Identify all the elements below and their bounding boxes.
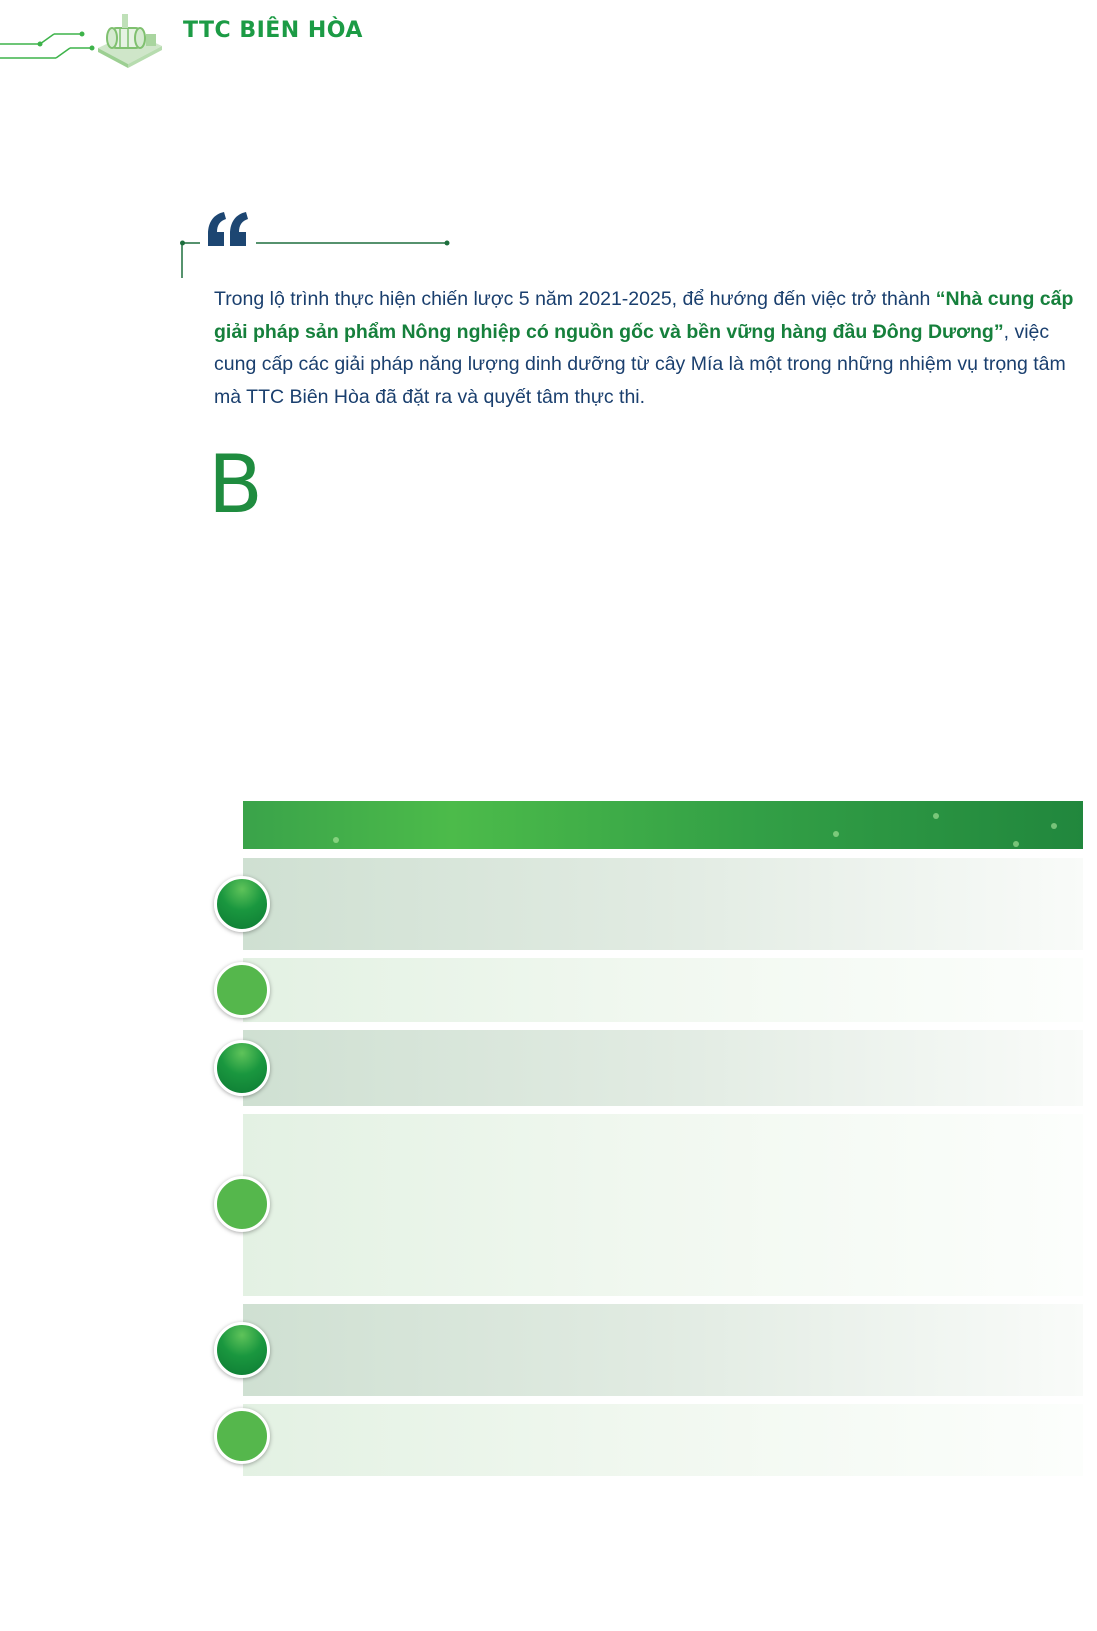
table-row: [243, 1404, 1083, 1476]
row-bullet-icon: [214, 1040, 270, 1096]
factory-equipment-icon: [92, 8, 166, 72]
quote-highlight: “Nhà cung cấp giải pháp sản phẩm Nông nghiệp có nguồn gốc và bền vững hàng đầu Đông Dương”: [214, 288, 1074, 343]
quote-paragraph: [214, 283, 1084, 413]
page-header: [0, 0, 1097, 80]
table-row: [243, 1030, 1083, 1106]
row-bullet-icon: [214, 1176, 270, 1232]
drop-cap-letter: B: [208, 438, 263, 531]
quote-text-end: , việc cung cấp các giải pháp năng lượng dinh dưỡng từ cây Mía là một trong những nhiệm vụ trọng tâm mà TTC Biên Hòa đã đặt ra và quyết tâm thực thi.: [214, 320, 1066, 408]
table-header-bar: [243, 801, 1083, 849]
row-bullet-icon: [214, 876, 270, 932]
row-bullet-icon: [214, 1408, 270, 1464]
quote-mark-icon: [180, 210, 460, 290]
table-row: [243, 958, 1083, 1022]
brand-title: TTC BIÊN HÒA: [183, 18, 363, 43]
row-bullet-icon: [214, 962, 270, 1018]
table-row: [243, 858, 1083, 950]
quote-text-start: Trong lộ trình thực hiện chiến lược 5 năm 2021-2025, để hướng đến việc trở thành: [214, 288, 936, 310]
table-row: [243, 1304, 1083, 1396]
row-bullet-icon: [214, 1322, 270, 1378]
table-row: [243, 1114, 1083, 1296]
